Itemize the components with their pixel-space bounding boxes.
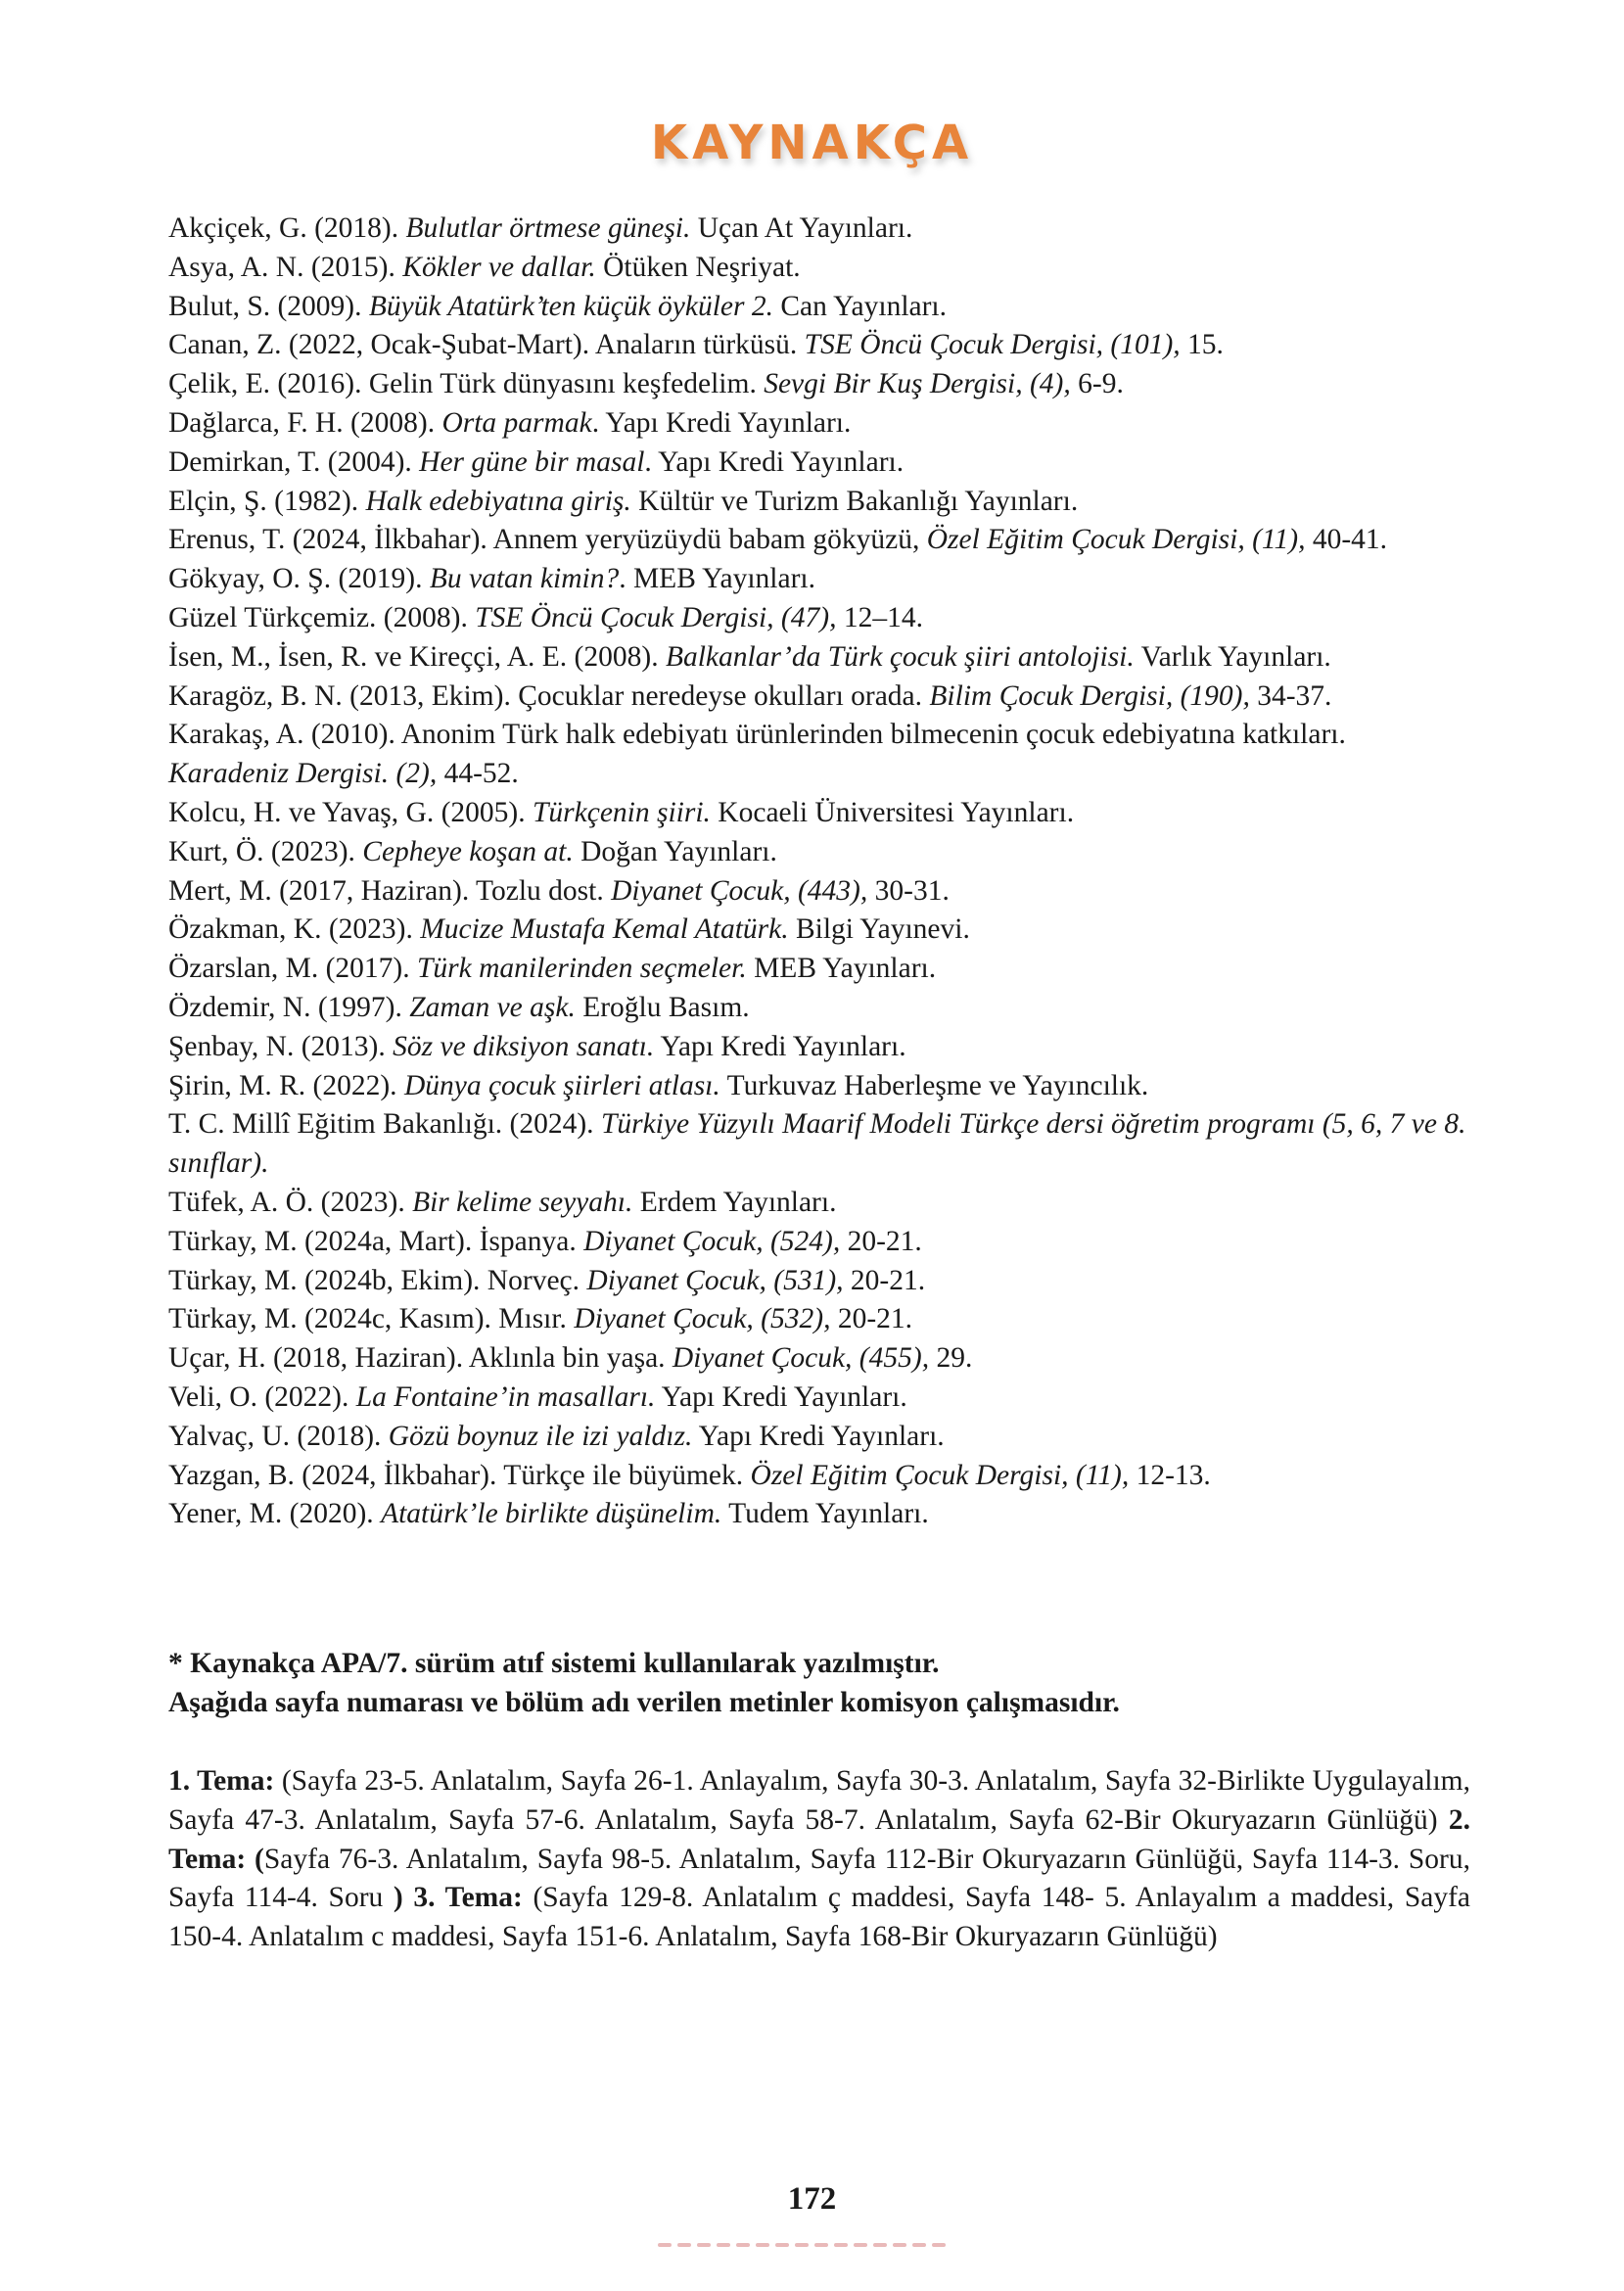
reference-item	[168, 210, 1470, 249]
reference-item	[168, 521, 1470, 560]
reference-italic-text: Diyanet Çocuk, (443),	[611, 874, 868, 907]
reference-text: Veli, O. (2022).	[168, 1380, 356, 1413]
reference-text: Mert, M. (2017, Haziran). Tozlu dost.	[168, 874, 612, 907]
reference-item	[168, 288, 1470, 327]
reference-item	[168, 911, 1470, 950]
reference-italic-text: Bulutlar örtmese güneşi.	[405, 212, 691, 244]
reference-text: Kolcu, H. ve Yavaş, G. (2005).	[168, 796, 533, 828]
reference-item	[168, 1184, 1470, 1223]
reference-text: 12-13.	[1129, 1459, 1211, 1491]
reference-text: 15.	[1180, 329, 1224, 361]
reference-text: Yapı Kredi Yayınları.	[655, 1380, 907, 1413]
reference-text: Tüfek, A. Ö. (2023).	[168, 1186, 413, 1218]
reference-text: Özakman, K. (2023).	[168, 913, 421, 946]
reference-text: Turkuvaz Haberleşme ve Yayıncılık.	[719, 1069, 1149, 1101]
reference-italic-text: Atatürk’le birlikte düşünelim.	[381, 1498, 722, 1530]
page-title: KAYNAKÇA	[650, 116, 974, 170]
reference-text: 20-21.	[840, 1225, 922, 1257]
reference-text: Yapı Kredi Yayınları.	[692, 1420, 945, 1452]
reference-text: Kocaeli Üniversitesi Yayınları.	[710, 796, 1075, 828]
reference-item	[168, 404, 1470, 444]
apa-note: * Kaynakça APA/7. sürüm atıf sistemi kullanılarak yazılmıştır.	[168, 1648, 940, 1679]
reference-italic-text: Mucize Mustafa Kemal Atatürk.	[420, 913, 789, 946]
reference-text: 12–14.	[836, 601, 923, 633]
theme-label: 1. Tema:	[168, 1765, 275, 1797]
reference-italic-text: Sevgi Bir Kuş Dergisi, (4),	[764, 368, 1071, 400]
reference-italic-text: Halk edebiyatına giriş.	[365, 485, 631, 517]
reference-text: Doğan Yayınları.	[573, 835, 777, 867]
reference-italic-text: La Fontaine’in masalları.	[355, 1380, 656, 1413]
reference-text: Uçan At Yayınları.	[690, 212, 913, 244]
reference-item	[168, 1067, 1470, 1106]
reference-italic-text: Dünya çocuk şiirleri atlası.	[403, 1069, 720, 1101]
reference-text: Özarslan, M. (2017).	[168, 953, 417, 985]
reference-italic-text: Özel Eğitim Çocuk Dergisi, (11),	[926, 524, 1306, 556]
theme-pages: (Sayfa 23-5. Anlatalım, Sayfa 26-1. Anlayalım, Sayfa 30-3. Anlatalım, Sayfa 32-Birlikte Uygulayalım, Sayfa 47-3. Anlatalım, Sayfa 57-6. Anlatalım, Sayfa 58-7. Anlatalım, Sayfa 62-Bir Okuryazarın Günlüğü)	[168, 1765, 1470, 1836]
reference-text: . Yapı Kredi Yayınları.	[591, 406, 852, 439]
reference-text: Karagöz, B. N. (2013, Ekim). Çocuklar neredeyse okulları orada.	[168, 679, 930, 712]
reference-italic-text: Türk manilerinden seçmeler.	[416, 953, 747, 985]
reference-item	[168, 638, 1470, 678]
reference-text: Yalvaç, U. (2018).	[168, 1420, 389, 1452]
reference-text: Tudem Yayınları.	[721, 1498, 929, 1530]
reference-italic-text: Diyanet Çocuk, (531),	[586, 1264, 844, 1296]
reference-item	[168, 249, 1470, 288]
reference-text: Elçin, Ş. (1982).	[168, 485, 366, 517]
reference-text: 20-21.	[843, 1264, 926, 1296]
reference-text: Şirin, M. R. (2022).	[168, 1069, 404, 1101]
reference-item	[168, 560, 1470, 599]
reference-italic-text: Türkçenin şiiri.	[533, 796, 711, 828]
reference-text: Canan, Z. (2022, Ocak-Şubat-Mart). Anaların türküsü.	[168, 329, 805, 361]
reference-item	[168, 1379, 1470, 1418]
reference-text: 34-37.	[1249, 679, 1332, 712]
reference-italic-text: Büyük Atatürk’ten küçük öyküler 2.	[368, 290, 773, 322]
reference-italic-text: Bilim Çocuk Dergisi, (190),	[929, 679, 1250, 712]
theme-pages: (Sayfa 129-8. Anlatalım ç maddesi, Sayfa 148- 5. Anlayalım a maddesi, Sayfa 150-4. Anlatalım c maddesi, Sayfa 151-6. Anlatalım, Sayfa 168-Bir Okuryazarın Günlüğü)	[168, 1882, 1470, 1953]
reference-text: MEB Yayınları.	[746, 953, 937, 985]
reference-text: Karakaş, A. (2010). Anonim Türk halk edebiyatı ürünlerinden bilmecenin çocuk edebiyatına katkıları.	[168, 719, 1346, 751]
reference-item	[168, 989, 1470, 1028]
reference-text: Ötüken Neşriyat.	[595, 251, 801, 283]
reference-text: Yazgan, B. (2024, İlkbahar). Türkçe ile büyümek.	[168, 1459, 751, 1491]
reference-item	[168, 1028, 1470, 1067]
reference-item	[168, 794, 1470, 833]
reference-italic-text: Diyanet Çocuk, (532),	[574, 1303, 831, 1335]
reference-text: Erenus, T. (2024, İlkbahar). Annem yeryüzüydü babam gökyüzü,	[168, 524, 927, 556]
reference-text: Şenbay, N. (2013).	[168, 1030, 394, 1062]
commission-note: Aşağıda sayfa numarası ve bölüm adı verilen metinler komisyon çalışmasıdır.	[168, 1686, 1120, 1718]
reference-text: Yapı Kredi Yayınları.	[654, 1030, 906, 1062]
reference-item	[168, 872, 1470, 912]
reference-text: Varlık Yayınları.	[1134, 640, 1331, 673]
footer-decoration	[658, 2243, 967, 2247]
reference-italic-text: Diyanet Çocuk, (524),	[583, 1225, 841, 1257]
reference-text: 20-21.	[830, 1303, 913, 1335]
reference-text: Uçar, H. (2018, Haziran). Aklınla bin yaşa.	[168, 1342, 673, 1375]
theme-list	[168, 1762, 1470, 1957]
reference-text: . MEB Yayınları.	[619, 563, 815, 595]
reference-italic-text: Söz ve diksiyon sanatı.	[393, 1030, 655, 1062]
reference-italic-text: Her güne bir masal	[419, 445, 645, 478]
reference-italic-text: Orta parmak	[441, 406, 592, 439]
reference-item	[168, 833, 1470, 872]
reference-text: Dağlarca, F. H. (2008).	[168, 406, 442, 439]
reference-text: 40-41.	[1305, 524, 1388, 556]
reference-text: Eroğlu Basım.	[575, 991, 750, 1023]
reference-item	[168, 1262, 1470, 1301]
reference-item	[168, 678, 1470, 717]
theme-pages: Sayfa 76-3. Anlatalım, Sayfa 98-5. Anlatalım, Sayfa 112-Bir Okuryazarın Günlüğü, Sayfa 114-3. Soru, Sayfa 114-4. Soru	[168, 1843, 1470, 1914]
reference-text: İsen, M., İsen, R. ve Kireççi, A. E. (2008).	[168, 640, 666, 673]
reference-item	[168, 1457, 1470, 1496]
reference-text: Demirkan, T. (2004).	[168, 445, 420, 478]
reference-item	[168, 483, 1470, 522]
reference-text: . Yapı Kredi Yayınları.	[644, 445, 905, 478]
reference-italic-text: TSE Öncü Çocuk Dergisi, (47),	[475, 601, 837, 633]
page-number: 172	[787, 2181, 837, 2217]
reference-text: 29.	[929, 1342, 973, 1375]
reference-text: Erdem Yayınları.	[632, 1186, 837, 1218]
theme-label: 2. Tema: (	[168, 1803, 1470, 1875]
reference-text: T. C. Millî Eğitim Bakanlığı. (2024).	[168, 1108, 601, 1141]
reference-italic-text: Kökler ve dallar.	[402, 251, 596, 283]
reference-item	[168, 1418, 1470, 1457]
reference-text: Bulut, S. (2009).	[168, 290, 369, 322]
reference-item	[168, 1223, 1470, 1262]
reference-item	[168, 716, 1470, 794]
reference-italic-text: Bir kelime seyyahı.	[412, 1186, 633, 1218]
reference-text: Özdemir, N. (1997).	[168, 991, 410, 1023]
reference-item	[168, 1339, 1470, 1379]
theme-label: ) 3. Tema:	[393, 1882, 523, 1914]
reference-italic-text: Zaman ve aşk.	[409, 991, 576, 1023]
reference-text: Çelik, E. (2016). Gelin Türk dünyasını keşfedelim.	[168, 368, 765, 400]
reference-italic-text: Türkiye Yüzyılı Maarif Modeli Türkçe dersi öğretim programı (5, 6, 7 ve 8. sınıflar).	[168, 1108, 1466, 1180]
reference-item	[168, 444, 1470, 483]
reference-text: 44-52.	[437, 758, 519, 790]
reference-text: Akçiçek, G. (2018).	[168, 212, 406, 244]
reference-list	[168, 210, 1470, 1534]
reference-italic-text: Cepheye koşan at.	[362, 835, 574, 867]
reference-text: Yener, M. (2020).	[168, 1498, 382, 1530]
reference-item	[168, 1495, 1470, 1534]
reference-italic-text: Özel Eğitim Çocuk Dergisi, (11),	[750, 1459, 1130, 1491]
reference-text: Türkay, M. (2024a, Mart). İspanya.	[168, 1225, 584, 1257]
reference-text: 6-9.	[1070, 368, 1124, 400]
reference-text: Türkay, M. (2024c, Kasım). Mısır.	[168, 1303, 575, 1335]
reference-italic-text: Karadeniz Dergisi. (2),	[168, 758, 438, 790]
reference-text: Can Yayınları.	[773, 290, 947, 322]
reference-italic-text: Diyanet Çocuk, (455),	[672, 1342, 930, 1375]
notes-block	[168, 1645, 1470, 1723]
reference-text: Gökyay, O. Ş. (2019).	[168, 563, 430, 595]
reference-item	[168, 599, 1470, 638]
reference-text: 30-31.	[867, 874, 950, 907]
reference-text: Bilgi Yayınevi.	[788, 913, 970, 946]
reference-item	[168, 1105, 1470, 1184]
reference-item	[168, 326, 1470, 365]
reference-text: Türkay, M. (2024b, Ekim). Norveç.	[168, 1264, 587, 1296]
reference-text: Kurt, Ö. (2023).	[168, 835, 363, 867]
reference-italic-text: Bu vatan kimin?	[429, 563, 620, 595]
reference-text: Asya, A. N. (2015).	[168, 251, 403, 283]
reference-text: Kültür ve Turizm Bakanlığı Yayınları.	[630, 485, 1079, 517]
reference-item	[168, 1300, 1470, 1339]
reference-italic-text: Balkanlar’da Türk çocuk şiiri antolojisi.	[665, 640, 1135, 673]
reference-item	[168, 950, 1470, 989]
reference-text: Güzel Türkçemiz. (2008).	[168, 601, 476, 633]
reference-item	[168, 365, 1470, 404]
reference-italic-text: TSE Öncü Çocuk Dergisi, (101),	[804, 329, 1181, 361]
reference-italic-text: Gözü boynuz ile izi yaldız.	[388, 1420, 693, 1452]
